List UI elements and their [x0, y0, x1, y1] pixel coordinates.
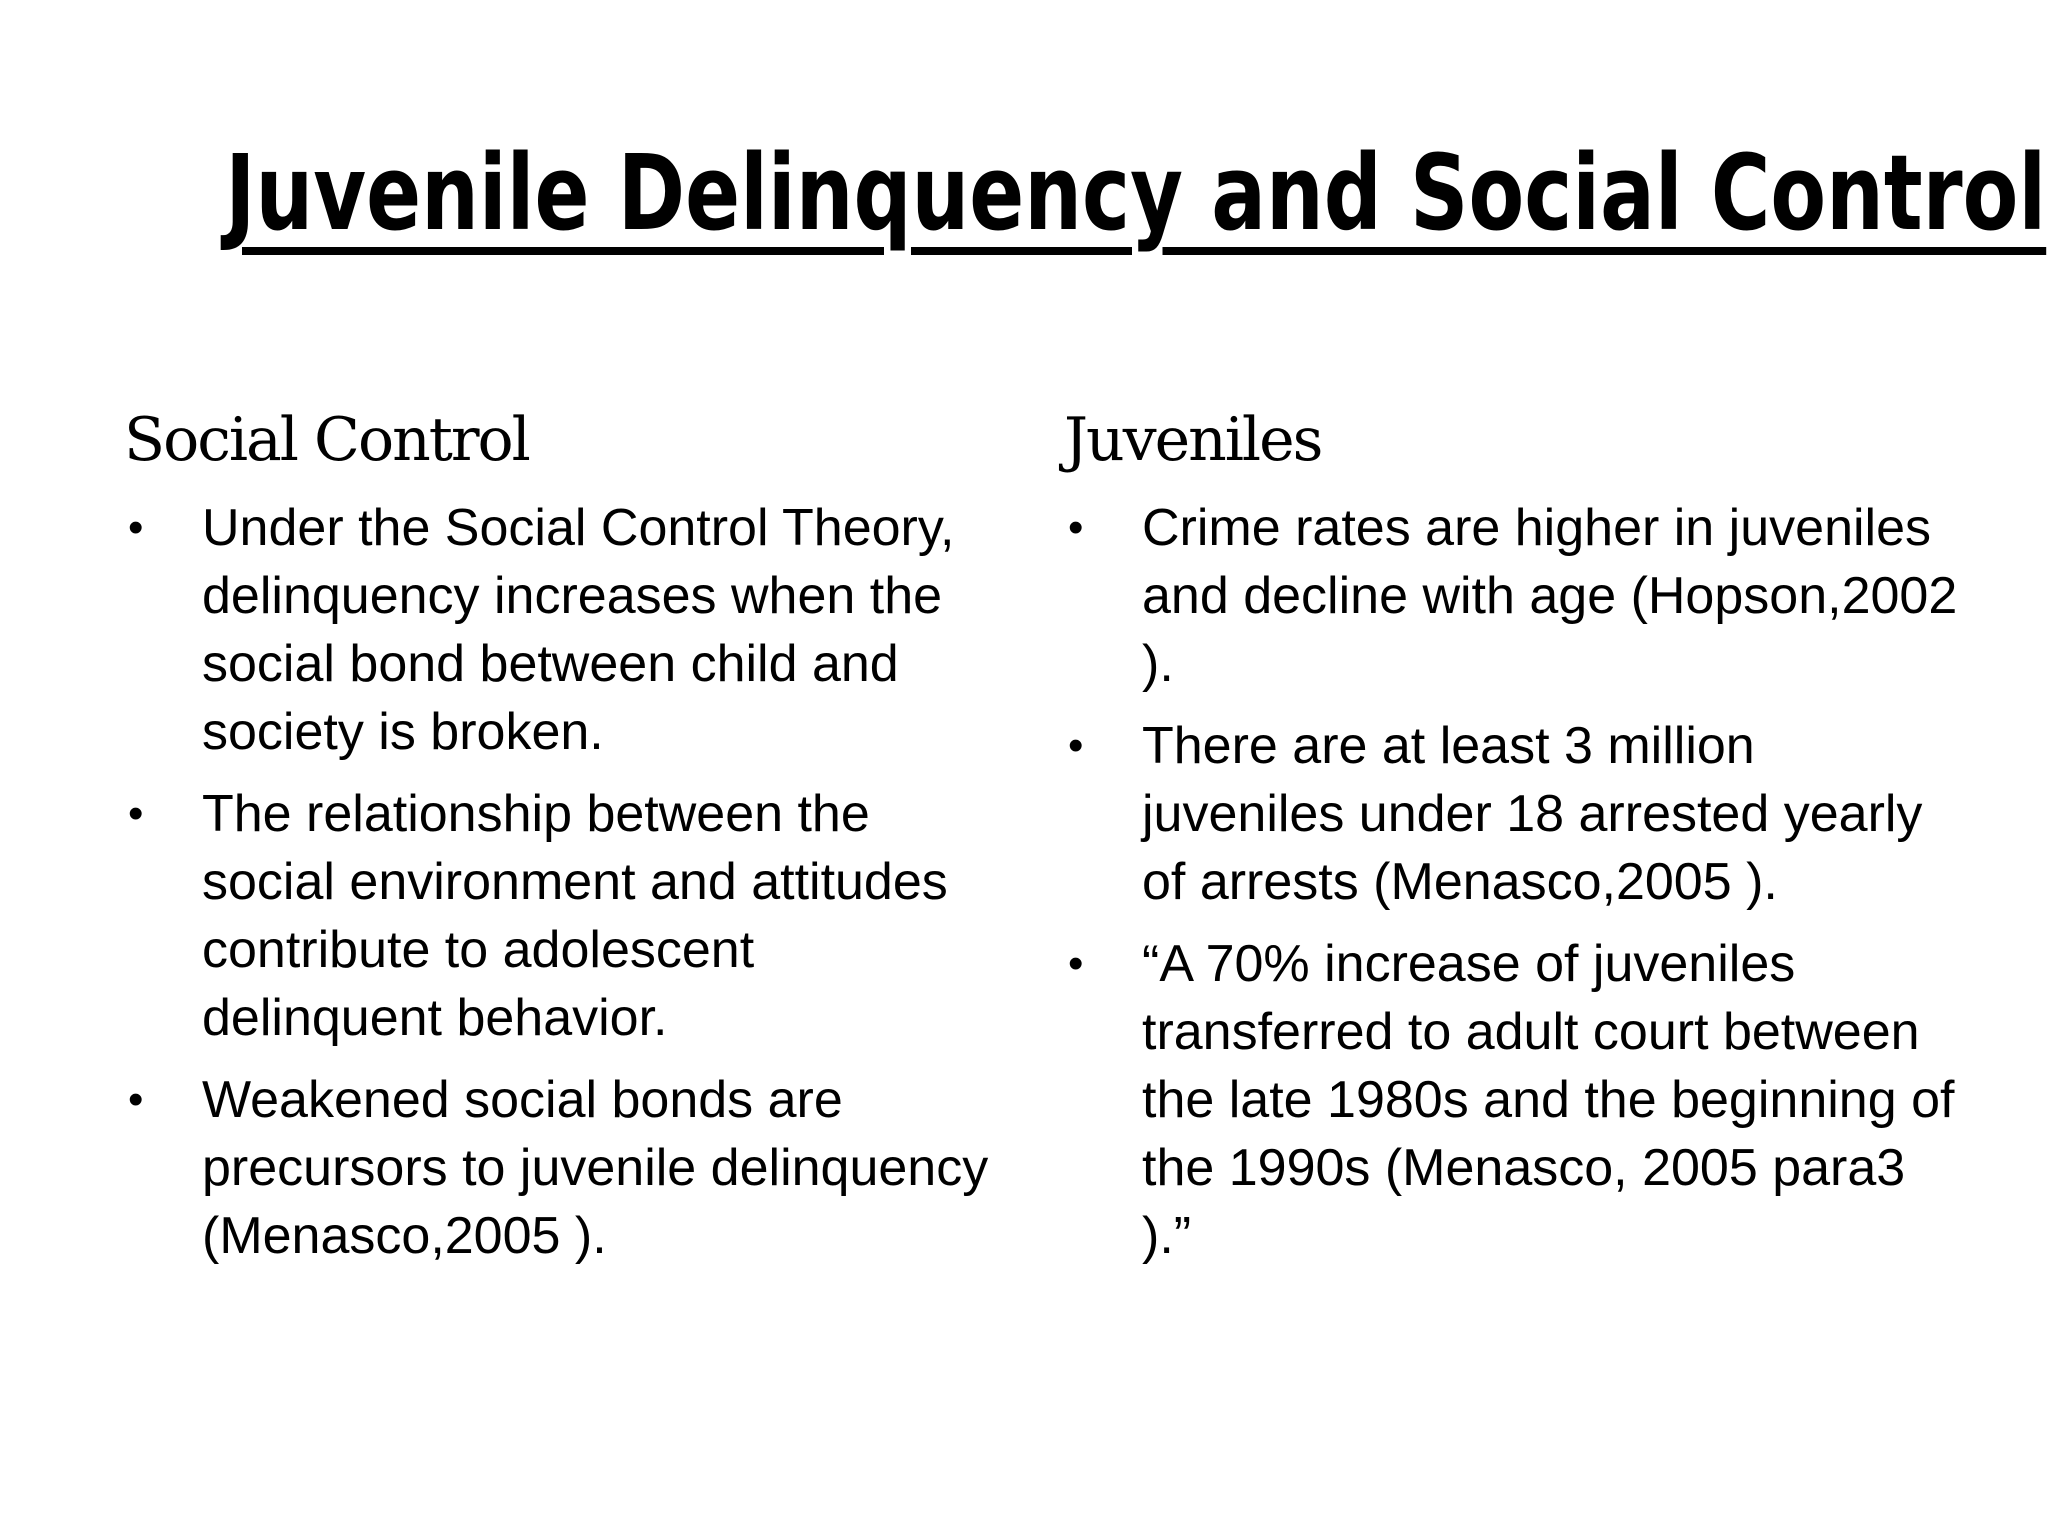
list-item: [124, 494, 1004, 766]
list-item: [1064, 712, 1964, 916]
list-item: [124, 780, 1004, 1052]
bullet-text: “A 70% increase of juveniles transferred to adult court between the late 1980s and the beginning of the 1990s (Menasco, 2005 para3 ).”: [1142, 935, 1955, 1265]
bullet-text: Under the Social Control Theory, delinquency increases when the social bond between child and society is broken.: [202, 499, 955, 761]
bullet-icon: •: [1068, 939, 1084, 988]
bullet-icon: •: [128, 789, 144, 838]
list-item: [1064, 494, 1964, 698]
slide-title: Juvenile Delinquency and Social Control: [225, 132, 2047, 254]
list-item: [1064, 930, 1964, 1270]
bullet-icon: •: [1068, 503, 1084, 552]
column-heading: Juveniles: [1064, 405, 1322, 475]
bullet-icon: •: [1068, 721, 1084, 770]
bullet-icon: •: [128, 1075, 144, 1124]
list-item: [124, 1066, 1004, 1270]
bullet-text: Weakened social bonds are precursors to juvenile delinquency (Menasco,2005 ).: [202, 1071, 989, 1265]
bullet-list: [124, 494, 1004, 1270]
bullet-text: The relationship between the social environment and attitudes contribute to adolescent delinquent behavior.: [202, 785, 948, 1047]
bullet-list: [1064, 494, 1964, 1270]
bullet-text: Crime rates are higher in juveniles and decline with age (Hopson,2002 ).: [1142, 499, 1958, 693]
column-juveniles: [1064, 400, 1964, 1284]
column-social-control: [124, 400, 1004, 1284]
column-heading: Social Control: [124, 405, 529, 475]
bullet-icon: •: [128, 503, 144, 552]
bullet-text: There are at least 3 million juveniles under 18 arrested yearly of arrests (Menasco,2005 ).: [1142, 717, 1923, 911]
